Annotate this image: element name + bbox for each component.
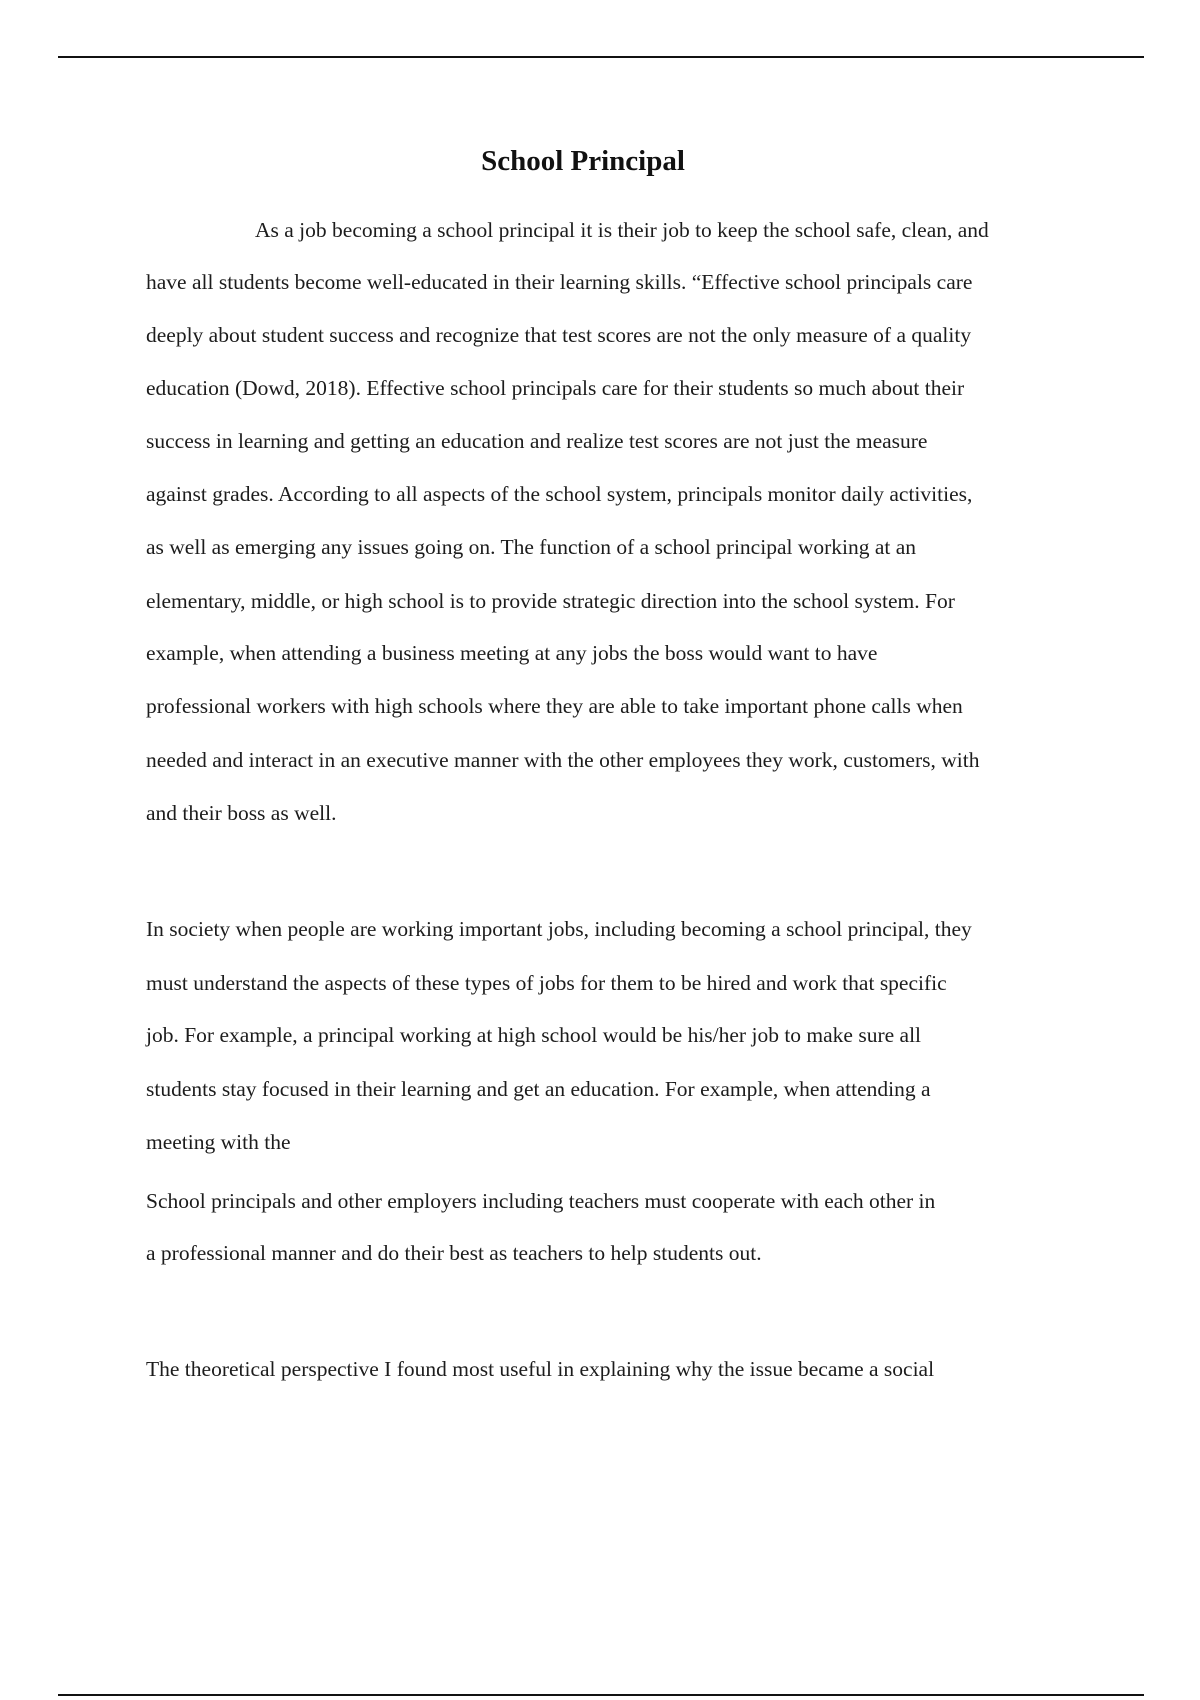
paragraph-2-line-4: students stay focused in their learning and get an education. For example, when attending a	[146, 1077, 931, 1101]
paragraph-3-line-1: School principals and other employers including teachers must cooperate with each other in	[146, 1189, 936, 1213]
paragraph-1-line-5: success in learning and getting an education and realize test scores are not just the measure	[146, 429, 928, 453]
paragraph-1-line-10: professional workers with high schools where they are able to take important phone calls when	[146, 694, 963, 718]
document-title: School Principal	[481, 145, 685, 177]
paragraph-1-line-9: example, when attending a business meeting at any jobs the boss would want to have	[146, 641, 878, 665]
paragraph-2-line-1: In society when people are working important jobs, including becoming a school principal, they	[146, 917, 972, 941]
paragraph-1-line-6: against grades. According to all aspects of the school system, principals monitor daily activities,	[146, 482, 973, 506]
paragraph-1-line-8: elementary, middle, or high school is to provide strategic direction into the school system. For	[146, 589, 955, 613]
paragraph-1-line-3: deeply about student success and recognize that test scores are not the only measure of a quality	[146, 323, 972, 347]
paragraph-2-line-5: meeting with the	[146, 1130, 291, 1154]
bottom-rule	[58, 1694, 1144, 1696]
paragraph-1-line-1: As a job becoming a school principal it is their job to keep the school safe, clean, and	[255, 218, 989, 242]
paragraph-2-line-3: job. For example, a principal working at high school would be his/her job to make sure all	[146, 1023, 922, 1047]
paragraph-1-line-11: needed and interact in an executive manner with the other employees they work, customers, with	[146, 748, 980, 772]
top-rule	[58, 56, 1144, 58]
paragraph-4-line-1: The theoretical perspective I found most useful in explaining why the issue became a social	[146, 1357, 935, 1381]
paragraph-1-line-2: have all students become well-educated in their learning skills. “Effective school principals care	[146, 270, 973, 294]
paragraph-1-line-7: as well as emerging any issues going on. The function of a school principal working at an	[146, 535, 917, 559]
paragraph-2-line-2: must understand the aspects of these types of jobs for them to be hired and work that specific	[146, 971, 947, 995]
paragraph-1-line-4: education (Dowd, 2018). Effective school principals care for their students so much about their	[146, 376, 965, 400]
paragraph-3-line-2: a professional manner and do their best as teachers to help students out.	[146, 1241, 762, 1265]
paragraph-1-line-12: and their boss as well.	[146, 801, 337, 825]
